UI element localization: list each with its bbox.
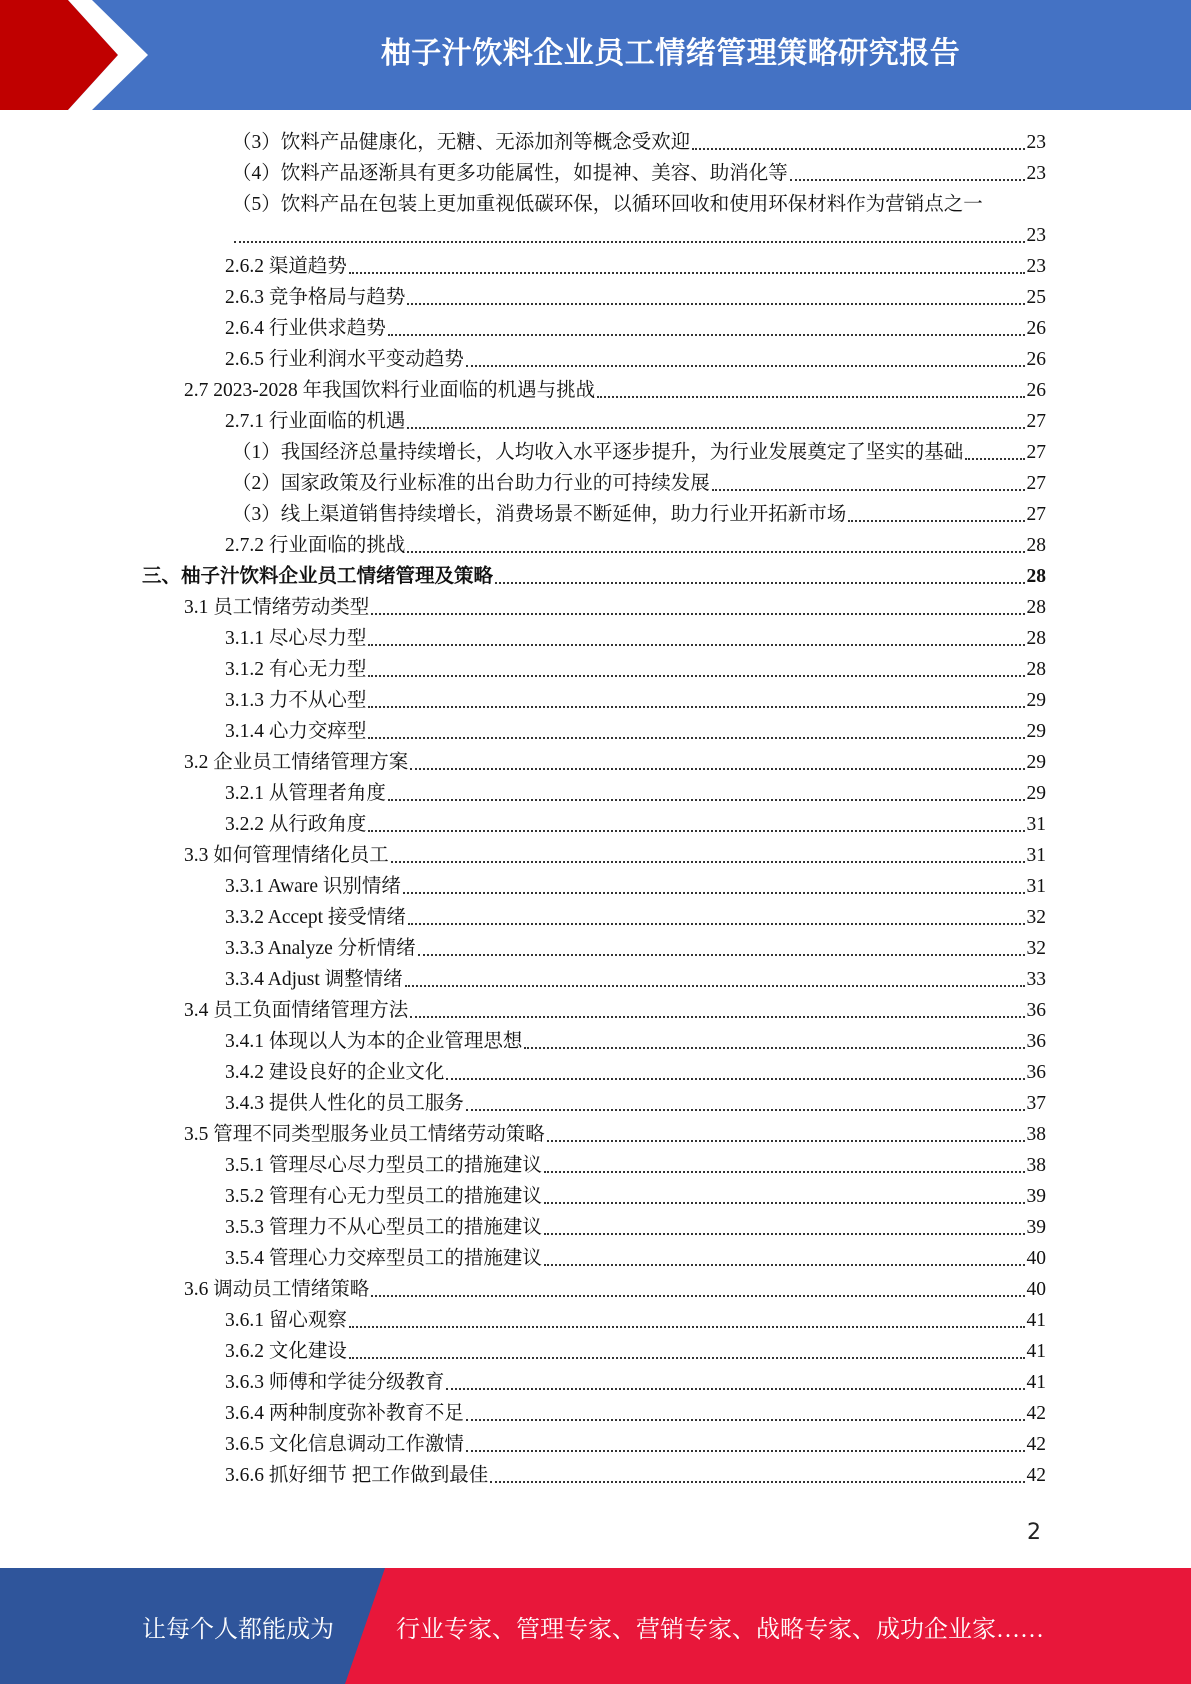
- toc-entry-page: 28: [1026, 535, 1046, 556]
- toc-entry-page: 41: [1026, 1372, 1046, 1393]
- toc-entry-title: 3.3 如何管理情绪化员工: [184, 845, 389, 866]
- toc-leader-dots: [490, 1481, 1024, 1483]
- toc-entry[interactable]: [184, 843, 1046, 869]
- toc-entry[interactable]: [225, 719, 1046, 745]
- toc-entry-page: 23: [1026, 132, 1046, 153]
- toc-entry[interactable]: [225, 1339, 1046, 1365]
- toc-entry[interactable]: [225, 1060, 1046, 1086]
- toc-leader-dots: [388, 334, 1025, 336]
- toc-entry[interactable]: [225, 781, 1046, 807]
- page-footer: [0, 1568, 1191, 1684]
- page-header: [0, 0, 1191, 110]
- toc-entry-title: 3.6.6 抓好细节 把工作做到最佳: [225, 1465, 489, 1486]
- toc-entry[interactable]: [184, 1122, 1046, 1148]
- toc-leader-dots: [368, 675, 1024, 677]
- toc-entry-page: 23: [1026, 225, 1046, 246]
- toc-entry-page: 27: [1026, 504, 1046, 525]
- toc-entry[interactable]: [225, 1215, 1046, 1241]
- toc-entry-title: 3.6.4 两种制度弥补教育不足: [225, 1403, 464, 1424]
- toc-entry[interactable]: [232, 502, 1046, 528]
- toc-leader-dots: [371, 1295, 1024, 1297]
- toc-entry[interactable]: [225, 254, 1046, 280]
- toc-entry-title: 3.6.5 文化信息调动工作激情: [225, 1434, 464, 1455]
- footer-slogan-left: 让每个人都能成为: [142, 1616, 334, 1643]
- toc-leader-dots: [349, 1357, 1025, 1359]
- toc-entry-title: 3.2.2 从行政角度: [225, 814, 367, 835]
- toc-entry-page: 41: [1026, 1341, 1046, 1362]
- toc-leader-dots: [524, 1047, 1024, 1049]
- toc-entry-continuation[interactable]: [232, 223, 1046, 249]
- toc-entry[interactable]: [225, 1463, 1046, 1489]
- toc-leader-dots: [234, 241, 1025, 243]
- toc-entry-title: 3.5.3 管理力不从心型员工的措施建议: [225, 1217, 542, 1238]
- toc-leader-dots: [371, 613, 1024, 615]
- toc-leader-dots: [790, 179, 1025, 181]
- toc-entry-page: 38: [1026, 1124, 1046, 1145]
- toc-entry-page: 27: [1026, 411, 1046, 432]
- toc-leader-dots: [495, 582, 1024, 584]
- toc-entry[interactable]: [225, 1029, 1046, 1055]
- toc-entry[interactable]: [184, 378, 1046, 404]
- toc-entry[interactable]: [225, 1370, 1046, 1396]
- toc-leader-dots: [965, 458, 1024, 460]
- toc-entry-title: 3.5 管理不同类型服务业员工情绪劳动策略: [184, 1124, 545, 1145]
- toc-leader-dots: [446, 1078, 1024, 1080]
- toc-leader-dots: [407, 427, 1024, 429]
- toc-entry-title: 2.6.5 行业利润水平变动趋势: [225, 349, 464, 370]
- toc-entry[interactable]: [225, 1401, 1046, 1427]
- toc-entry-page: 29: [1026, 783, 1046, 804]
- toc-entry-title: 3.4.2 建设良好的企业文化: [225, 1062, 445, 1083]
- toc-entry-title: （1）我国经济总量持续增长，人均收入水平逐步提升，为行业发展奠定了坚实的基础: [232, 442, 964, 463]
- toc-entry-title: 3.1.2 有心无力型: [225, 659, 367, 680]
- toc-leader-dots: [349, 1326, 1025, 1328]
- toc-leader-dots: [368, 644, 1024, 646]
- toc-entry-title: 3.3.2 Accept 接受情绪: [225, 907, 406, 928]
- toc-entry[interactable]: [225, 347, 1046, 373]
- toc-entry[interactable]: [184, 595, 1046, 621]
- toc-entry-page: 28: [1026, 597, 1046, 618]
- toc-entry-page: 41: [1026, 1310, 1046, 1331]
- toc-entry[interactable]: [225, 1184, 1046, 1210]
- toc-entry-title: 3.3.1 Aware 识别情绪: [225, 876, 401, 897]
- toc-entry-title: 3.4 员工负面情绪管理方法: [184, 1000, 409, 1021]
- toc-leader-dots: [410, 768, 1024, 770]
- toc-leader-dots: [597, 396, 1024, 398]
- toc-entry[interactable]: [225, 874, 1046, 900]
- toc-entry[interactable]: [225, 285, 1046, 311]
- toc-leader-dots: [368, 706, 1024, 708]
- toc-entry-page: 36: [1026, 1000, 1046, 1021]
- toc-entry-page: 36: [1026, 1031, 1046, 1052]
- page-number: 2: [1027, 1520, 1041, 1545]
- toc-entry-title: 2.7.1 行业面临的机遇: [225, 411, 406, 432]
- toc-leader-dots: [418, 954, 1025, 956]
- toc-entry-title: 2.7 2023-2028 年我国饮料行业面临的机遇与挑战: [184, 380, 596, 401]
- toc-entry-page: 39: [1026, 1186, 1046, 1207]
- toc-entry[interactable]: [184, 750, 1046, 776]
- toc-entry[interactable]: [225, 626, 1046, 652]
- toc-leader-dots: [446, 1388, 1024, 1390]
- toc-entry[interactable]: [232, 161, 1046, 187]
- toc-entry-page: 39: [1026, 1217, 1046, 1238]
- toc-leader-dots: [388, 799, 1025, 801]
- toc-leader-dots: [368, 830, 1024, 832]
- toc-chapter-entry[interactable]: [142, 564, 1046, 590]
- toc-entry-title: 2.6.3 竞争格局与趋势: [225, 287, 406, 308]
- toc-entry[interactable]: [225, 1091, 1046, 1117]
- toc-leader-dots: [712, 489, 1025, 491]
- toc-leader-dots: [466, 1109, 1025, 1111]
- toc-leader-dots: [547, 1140, 1025, 1142]
- toc-leader-dots: [407, 303, 1024, 305]
- toc-entry[interactable]: [184, 1277, 1046, 1303]
- toc-leader-dots: [403, 892, 1025, 894]
- toc-entry-page: 26: [1026, 380, 1046, 401]
- toc-entry-title: 3.6.1 留心观察: [225, 1310, 347, 1331]
- toc-entry[interactable]: [232, 192, 1046, 218]
- toc-entry-page: 26: [1026, 318, 1046, 339]
- toc-entry-page: 27: [1026, 473, 1046, 494]
- toc-entry-title: （3）饮料产品健康化，无糖、无添加剂等概念受欢迎: [232, 132, 691, 153]
- toc-entry-title: 3.3.3 Analyze 分析情绪: [225, 938, 416, 959]
- toc-leader-dots: [544, 1233, 1025, 1235]
- toc-leader-dots: [410, 1016, 1024, 1018]
- toc-entry[interactable]: [225, 657, 1046, 683]
- toc-entry-page: 32: [1026, 907, 1046, 928]
- toc-entry-title: （5）饮料产品在包装上更加重视低碳环保，以循环回收和使用环保材料作为营销点之一: [232, 194, 983, 215]
- toc-entry[interactable]: [225, 1153, 1046, 1179]
- toc-entry-page: 29: [1026, 721, 1046, 742]
- toc-entry[interactable]: [232, 130, 1046, 156]
- toc-entry[interactable]: [225, 936, 1046, 962]
- toc-leader-dots: [466, 1450, 1025, 1452]
- toc-entry-title: 2.7.2 行业面临的挑战: [225, 535, 406, 556]
- toc-entry-page: 29: [1026, 690, 1046, 711]
- toc-leader-dots: [349, 272, 1025, 274]
- toc-entry-page: 40: [1026, 1248, 1046, 1269]
- toc-leader-dots: [408, 923, 1025, 925]
- toc-leader-dots: [466, 365, 1025, 367]
- toc-entry-title: 3.5.1 管理尽心尽力型员工的措施建议: [225, 1155, 542, 1176]
- toc-leader-dots: [368, 737, 1024, 739]
- toc-entry-page: 36: [1026, 1062, 1046, 1083]
- toc-entry-title: 3.4.1 体现以人为本的企业管理思想: [225, 1031, 523, 1052]
- toc-leader-dots: [848, 520, 1024, 522]
- toc-entry-page: 42: [1026, 1434, 1046, 1455]
- toc-leader-dots: [405, 985, 1025, 987]
- toc-entry-page: 33: [1026, 969, 1046, 990]
- toc-entry[interactable]: [225, 533, 1046, 559]
- toc-entry-page: 42: [1026, 1403, 1046, 1424]
- toc-entry-page: 23: [1026, 256, 1046, 277]
- toc-entry[interactable]: [232, 471, 1046, 497]
- toc-entry-title: 2.6.2 渠道趋势: [225, 256, 347, 277]
- toc-entry[interactable]: [225, 967, 1046, 993]
- toc-entry-title: 3.6.3 师傅和学徒分级教育: [225, 1372, 445, 1393]
- toc-entry-page: 32: [1026, 938, 1046, 959]
- toc-entry-title: 3.1 员工情绪劳动类型: [184, 597, 370, 618]
- toc-entry-page: 38: [1026, 1155, 1046, 1176]
- toc-entry-page: 31: [1026, 876, 1046, 897]
- toc-entry-page: 31: [1026, 845, 1046, 866]
- toc-entry-page: 28: [1026, 628, 1046, 649]
- toc-entry-page: 28: [1026, 566, 1046, 587]
- toc-entry-page: 29: [1026, 752, 1046, 773]
- footer-slogan-right: 行业专家、管理专家、营销专家、战略专家、成功企业家……: [396, 1616, 1044, 1643]
- toc-leader-dots: [391, 861, 1025, 863]
- toc-entry[interactable]: [225, 905, 1046, 931]
- toc-entry-page: 25: [1026, 287, 1046, 308]
- toc-entry-title: （4）饮料产品逐渐具有更多功能属性，如提神、美容、助消化等: [232, 163, 788, 184]
- toc-leader-dots: [407, 551, 1024, 553]
- toc-entry-title: （3）线上渠道销售持续增长，消费场景不断延伸，助力行业开拓新市场: [232, 504, 847, 525]
- toc-entry-page: 42: [1026, 1465, 1046, 1486]
- toc-entry-page: 26: [1026, 349, 1046, 370]
- toc-entry-page: 31: [1026, 814, 1046, 835]
- toc-entry[interactable]: [225, 1308, 1046, 1334]
- toc-leader-dots: [692, 148, 1024, 150]
- toc-entry-page: 23: [1026, 163, 1046, 184]
- toc-entry-title: 3.6 调动员工情绪策略: [184, 1279, 370, 1300]
- toc-entry[interactable]: [225, 812, 1046, 838]
- toc-entry-title: 2.6.4 行业供求趋势: [225, 318, 386, 339]
- toc-leader-dots: [466, 1419, 1025, 1421]
- toc-leader-dots: [544, 1264, 1025, 1266]
- toc-entry[interactable]: [225, 409, 1046, 435]
- header-title: 柚子汁饮料企业员工情绪管理策略研究报告: [380, 36, 961, 71]
- toc-entry-title: 3.5.2 管理有心无力型员工的措施建议: [225, 1186, 542, 1207]
- toc-entry[interactable]: [225, 688, 1046, 714]
- toc-entry-title: 3.3.4 Adjust 调整情绪: [225, 969, 403, 990]
- toc-entry-title: 3.1.1 尽心尽力型: [225, 628, 367, 649]
- toc-entry-title: 3.2.1 从管理者角度: [225, 783, 386, 804]
- toc-entry-title: 3.6.2 文化建设: [225, 1341, 347, 1362]
- toc-leader-dots: [544, 1171, 1025, 1173]
- toc-entry[interactable]: [225, 1432, 1046, 1458]
- toc-entry-page: 27: [1026, 442, 1046, 463]
- toc-entry-title: 3.2 企业员工情绪管理方案: [184, 752, 409, 773]
- toc-entry-title: 三、柚子汁饮料企业员工情绪管理及策略: [142, 566, 494, 587]
- toc-leader-dots: [544, 1202, 1025, 1204]
- toc-entry[interactable]: [225, 1246, 1046, 1272]
- toc-entry-page: 28: [1026, 659, 1046, 680]
- toc-entry[interactable]: [184, 998, 1046, 1024]
- toc-entry-title: （2）国家政策及行业标准的出台助力行业的可持续发展: [232, 473, 710, 494]
- toc-entry-title: 3.5.4 管理心力交瘁型员工的措施建议: [225, 1248, 542, 1269]
- toc-entry-title: 3.1.4 心力交瘁型: [225, 721, 367, 742]
- toc-entry[interactable]: [225, 316, 1046, 342]
- toc-entry-page: 37: [1026, 1093, 1046, 1114]
- toc-entry[interactable]: [232, 440, 1046, 466]
- toc-entry-title: 3.1.3 力不从心型: [225, 690, 367, 711]
- toc-entry-page: 40: [1026, 1279, 1046, 1300]
- toc-entry-title: 3.4.3 提供人性化的员工服务: [225, 1093, 464, 1114]
